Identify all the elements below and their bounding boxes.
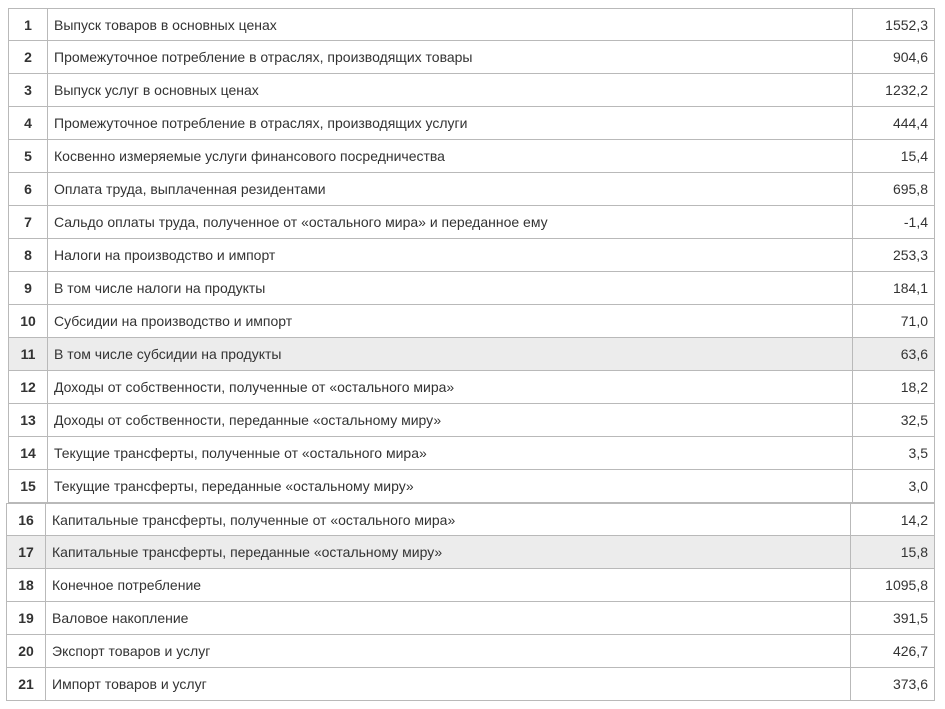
row-label: Промежуточное потребление в отраслях, производящих услуги [48,107,853,140]
row-number: 12 [8,371,48,404]
row-value: 32,5 [853,404,935,437]
row-number: 20 [6,635,46,668]
table-row [8,140,935,173]
row-value: 184,1 [853,272,935,305]
row-label: Промежуточное потребление в отраслях, производящих товары [48,41,853,74]
row-number: 14 [8,437,48,470]
table-row [8,470,935,503]
row-number: 16 [6,503,46,536]
table-row [8,173,935,206]
table-row [8,41,935,74]
row-label: Выпуск товаров в основных ценах [48,8,853,41]
row-value: 253,3 [853,239,935,272]
row-number: 18 [6,569,46,602]
row-label: Налоги на производство и импорт [48,239,853,272]
row-value: 63,6 [853,338,935,371]
row-value: 904,6 [853,41,935,74]
row-label: Доходы от собственности, переданные «остальному миру» [48,404,853,437]
table-row [8,206,935,239]
row-label: В том числе налоги на продукты [48,272,853,305]
table-row [6,503,935,536]
table-row [8,305,935,338]
table-row [8,371,935,404]
row-value: -1,4 [853,206,935,239]
row-value: 1232,2 [853,74,935,107]
row-value: 1095,8 [851,569,935,602]
table-row [6,668,935,701]
table-row [8,338,935,371]
row-number: 13 [8,404,48,437]
table-row [8,239,935,272]
row-label: Конечное потребление [46,569,851,602]
row-number: 9 [8,272,48,305]
row-number: 3 [8,74,48,107]
table-row [8,8,935,41]
row-number: 4 [8,107,48,140]
row-number: 1 [8,8,48,41]
table-row [6,536,935,569]
row-label: Текущие трансферты, полученные от «остального мира» [48,437,853,470]
row-value: 15,4 [853,140,935,173]
row-number: 11 [8,338,48,371]
row-value: 14,2 [851,503,935,536]
row-number: 8 [8,239,48,272]
row-number: 2 [8,41,48,74]
row-value: 695,8 [853,173,935,206]
row-value: 18,2 [853,371,935,404]
row-label: Текущие трансферты, переданные «остальному миру» [48,470,853,503]
row-label: Капитальные трансферты, полученные от «остального мира» [46,503,851,536]
row-value: 391,5 [851,602,935,635]
table-row [6,635,935,668]
table-row [6,569,935,602]
row-label: Импорт товаров и услуг [46,668,851,701]
row-value: 3,0 [853,470,935,503]
row-value: 426,7 [851,635,935,668]
row-number: 7 [8,206,48,239]
row-value: 1552,3 [853,8,935,41]
row-label: Доходы от собственности, полученные от «остального мира» [48,371,853,404]
row-number: 15 [8,470,48,503]
row-label: Капитальные трансферты, переданные «остальному миру» [46,536,851,569]
row-value: 15,8 [851,536,935,569]
row-number: 10 [8,305,48,338]
row-label: В том числе субсидии на продукты [48,338,853,371]
table-row [8,404,935,437]
row-label: Сальдо оплаты труда, полученное от «остального мира» и переданное ему [48,206,853,239]
table-row [6,602,935,635]
row-label: Косвенно измеряемые услуги финансового посредничества [48,140,853,173]
row-label: Оплата труда, выплаченная резидентами [48,173,853,206]
table-row [8,272,935,305]
row-number: 17 [6,536,46,569]
row-label: Выпуск услуг в основных ценах [48,74,853,107]
row-number: 19 [6,602,46,635]
row-value: 373,6 [851,668,935,701]
row-value: 71,0 [853,305,935,338]
row-value: 444,4 [853,107,935,140]
row-number: 21 [6,668,46,701]
row-number: 5 [8,140,48,173]
row-value: 3,5 [853,437,935,470]
table-row [8,437,935,470]
row-label: Валовое накопление [46,602,851,635]
row-label: Субсидии на производство и импорт [48,305,853,338]
table-row [8,74,935,107]
row-number: 6 [8,173,48,206]
table-row [8,107,935,140]
row-label: Экспорт товаров и услуг [46,635,851,668]
